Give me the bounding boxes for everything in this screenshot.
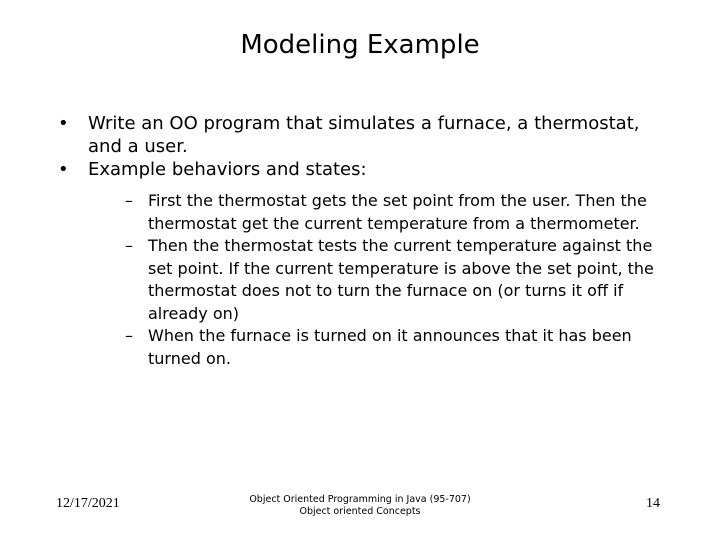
footer-course-info: [200, 494, 520, 518]
footer-course-title: Object Oriented Programming in Java (95-707): [249, 494, 471, 505]
footer-date: 12/17/2021: [56, 496, 120, 511]
bullet-list: [58, 112, 678, 370]
sub-bullet-item: [88, 190, 678, 235]
sub-bullet-text: First the thermostat gets the set point from the user. Then the thermostat get the current temperature from a thermometer.: [148, 191, 647, 233]
page-number: 14: [646, 496, 660, 511]
bullet-marker: •: [58, 159, 69, 180]
dash-marker: –: [125, 236, 133, 255]
dash-marker: –: [125, 191, 133, 210]
bullet-item: [58, 158, 678, 370]
sub-bullet-text: When the furnace is turned on it announces that it has been turned on.: [148, 326, 632, 368]
slide-title: Modeling Example: [240, 30, 480, 60]
sub-bullet-item: [88, 235, 678, 325]
sub-bullet-item: [88, 325, 678, 370]
dash-marker: –: [125, 326, 133, 345]
bullet-marker: •: [58, 113, 69, 134]
sub-bullet-list: [88, 190, 678, 370]
bullet-text: Example behaviors and states:: [88, 159, 367, 180]
footer-course-topic: Object oriented Concepts: [299, 506, 421, 517]
bullet-item: [58, 112, 678, 158]
bullet-text: Write an OO program that simulates a furnace, a thermostat, and a user.: [88, 113, 640, 157]
sub-bullet-text: Then the thermostat tests the current temperature against the set point. If the current temperature is above the set point, the thermostat does not to turn the furnace on (or turns it off if already on): [148, 236, 654, 323]
